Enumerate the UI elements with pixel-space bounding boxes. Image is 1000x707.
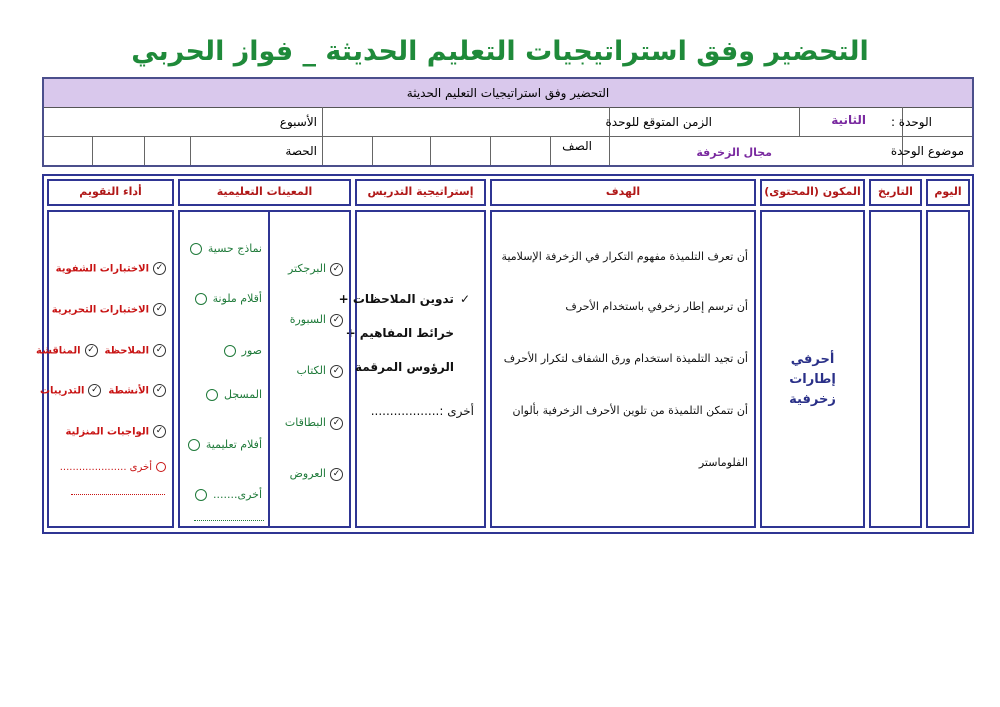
unit-topic-label: موضوع الوحدة: [890, 144, 964, 158]
col-day: اليوم: [926, 179, 970, 206]
col-strategy: إستراتيجية التدريس: [355, 179, 486, 206]
divider: [92, 136, 93, 165]
check-icon: ✓: [85, 344, 98, 357]
circle-icon: [188, 439, 200, 451]
period-label: الحصة: [285, 144, 317, 158]
circle-icon: [224, 345, 236, 357]
check-icon: ✓: [330, 263, 343, 276]
strategy-cell: [338, 210, 486, 528]
check-icon: ✓: [459, 292, 470, 306]
goal-item: أن ترسم إطار زخرفي باستخدام الأحرف: [565, 300, 748, 313]
resource-item: أقلام ملونة: [195, 292, 262, 305]
check-icon: ✓: [330, 314, 343, 327]
resource-item: نماذج حسية: [190, 242, 262, 255]
divider: [550, 136, 551, 165]
evaluation-item: ✓الاختبارات الشفوية: [56, 262, 166, 275]
check-icon: ✓: [153, 425, 166, 438]
goal-item: أن تجيد التلميذة استخدام ورق الشفاف لتكرار الأحرف: [503, 352, 748, 365]
goal-item: الفلوماستر: [698, 456, 748, 469]
evaluation-item: ✓الأنشطة ✓التدريبات: [40, 384, 166, 397]
dotted-line: [194, 520, 264, 521]
strategy-item: ✓تدوين الملاحظات +: [338, 292, 470, 306]
resource-item: أفلام تعليمية: [188, 438, 262, 451]
header-banner: التحضير وفق استراتيجيات التعليم الحديثة: [44, 79, 972, 108]
evaluation-cell: [36, 210, 174, 528]
col-evaluation: أداء التقويم: [47, 179, 174, 206]
date-cell: [869, 210, 922, 528]
circle-icon: [156, 462, 166, 472]
divider: [144, 136, 145, 165]
strategy-other: أخرى :..................: [370, 404, 474, 418]
divider: [322, 107, 323, 165]
circle-icon: [195, 293, 207, 305]
resource-item: ✓البطاقات: [285, 416, 343, 430]
resource-item: المسجل: [206, 388, 262, 401]
check-icon: ✓: [153, 262, 166, 275]
divider: [190, 136, 191, 165]
unit-value: الثانية: [831, 113, 866, 127]
goal-cell: [490, 210, 756, 528]
evaluation-other: أخرى .....................: [60, 462, 166, 473]
divider: [490, 136, 491, 165]
check-icon: ✓: [330, 365, 343, 378]
check-icon: ✓: [330, 468, 343, 481]
evaluation-item: ✓الاختبارات التحريرية: [52, 303, 166, 316]
goal-item: أن تعرف التلميذة مفهوم التكرار في الزخرفة الإسلامية: [501, 250, 748, 263]
divider: [799, 107, 800, 136]
divider: [430, 136, 431, 165]
divider: [372, 136, 373, 165]
page-title: التحضير وفق استراتيجيات التعليم الحديثة _ فواز الحربي: [131, 36, 869, 67]
resource-item: ✓الكتاب: [296, 364, 343, 378]
circle-icon: [206, 389, 218, 401]
resource-item: ✓العروض: [290, 467, 343, 481]
unit-label: الوحدة :: [890, 115, 932, 129]
resource-item: أخرى.......: [195, 488, 262, 501]
circle-icon: [195, 489, 207, 501]
domain-value: مجال الزخرفة: [696, 146, 772, 159]
grade-label: الصف: [562, 139, 592, 153]
resource-item: ✓السبورة: [290, 313, 343, 327]
day-cell: [926, 210, 970, 528]
lesson-table: [36, 174, 974, 534]
col-content: المكون (المحتوى): [760, 179, 865, 206]
strategy-item: الرؤوس المرقمة: [354, 360, 454, 374]
dotted-line: [71, 494, 165, 495]
col-goal: الهدف: [490, 179, 756, 206]
strategy-item: خرائط المفاهيم +: [345, 326, 454, 340]
resource-item: ✓البرجكتر: [288, 262, 343, 276]
content-value: أحرفي إطارات زخرفية: [789, 352, 836, 407]
goal-item: أن تتمكن التلميذة من تلوين الأحرف الزخرفية بألوان: [512, 404, 748, 417]
check-icon: ✓: [88, 384, 101, 397]
check-icon: ✓: [153, 384, 166, 397]
circle-icon: [190, 243, 202, 255]
col-date: التاريخ: [869, 179, 922, 206]
header-grid: [42, 77, 974, 167]
check-icon: ✓: [153, 303, 166, 316]
divider: [44, 136, 972, 137]
resource-item: صور: [224, 344, 262, 357]
evaluation-item: ✓الواجبات المنزلية: [65, 425, 166, 438]
expected-time-label: الزمن المتوقع للوحدة: [605, 115, 712, 129]
check-icon: ✓: [153, 344, 166, 357]
col-resources: المعينات التعليمية: [178, 179, 351, 206]
resources-checked-cell: [268, 210, 351, 528]
content-cell: [760, 210, 865, 528]
evaluation-item: ✓الملاحظة ✓المناقشة: [36, 344, 166, 357]
check-icon: ✓: [330, 417, 343, 430]
week-label: الأسبوع: [279, 115, 317, 129]
